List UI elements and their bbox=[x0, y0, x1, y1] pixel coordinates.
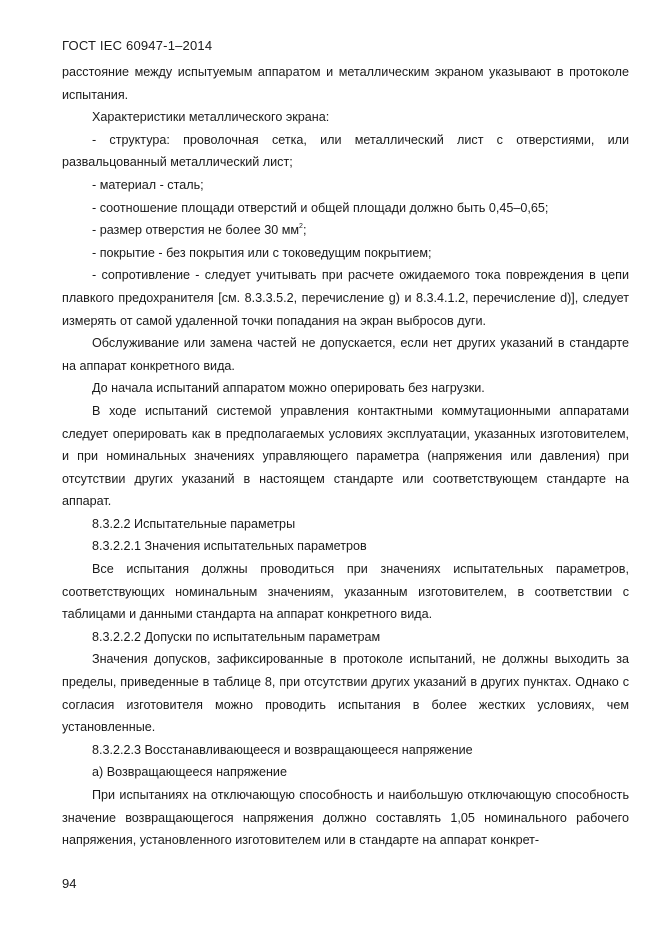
list-item: - материал - сталь; bbox=[92, 177, 204, 192]
list-item: - структура: проволочная сетка, или металлический лист с отверстиями, или развальцованный металлический лист; bbox=[62, 132, 629, 170]
superscript: 2 bbox=[299, 223, 303, 231]
paragraph: Значения допусков, зафиксированные в протоколе испытаний, не должны выходить за пределы, приведенные в таблице 8, при отсутствии других указаний в других пунктах. Однако с согласия изготовителя можно проводить испытания в более жестких условиях, чем установленные. bbox=[62, 652, 629, 735]
paragraph: При испытаниях на отключающую способность и наибольшую отключающую способность значение возвращающегося напряжения должно составлять 1,05 номинального рабочего напряжения, установленного изготовителем или в стандарте на аппарат конкрет- bbox=[62, 788, 629, 848]
list-item-text-end: ; bbox=[302, 223, 307, 238]
section-heading: 8.3.2.2.1 Значения испытательных параметров bbox=[92, 539, 367, 554]
paragraph: расстояние между испытуемым аппаратом и металлическим экраном указывают в протоколе испытания. bbox=[62, 65, 629, 102]
page-number: 94 bbox=[62, 876, 77, 891]
list-item: - соотношение площади отверстий и общей площади должно быть 0,45–0,65; bbox=[92, 200, 549, 215]
list-item: - сопротивление - следует учитывать при расчете ожидаемого тока повреждения в цепи плавкого предохранителя [см. 8.3.3.5.2, перечисление g) и 8.3.4.1.2, перечисление d)], следует измерять от самой удаленной точки попадания на экран выбросов дуги. bbox=[62, 268, 629, 328]
paragraph: До начала испытаний аппаратом можно оперировать без нагрузки. bbox=[92, 381, 485, 396]
document-body bbox=[62, 61, 629, 852]
list-item-text: - размер отверстия не более 30 мм bbox=[92, 223, 300, 238]
paragraph: Все испытания должны проводиться при значениях испытательных параметров, соответствующих номинальным значениям, указанным изготовителем, в соответствии с таблицами и данными стандарта на аппарат конкретного вида. bbox=[62, 562, 629, 622]
paragraph: Характеристики металлического экрана: bbox=[92, 110, 330, 125]
section-heading: 8.3.2.2.2 Допуски по испытательным параметрам bbox=[92, 629, 381, 644]
paragraph: В ходе испытаний системой управления контактными коммутационными аппаратами следует оперировать как в предполагаемых условиях эксплуатации, указанных изготовителем, и при номинальных значениях управляющего параметра (напряжения или давления) при отсутствии других указаний в настоящем стандарте или соответствующем стандарте на аппарат. bbox=[62, 403, 629, 509]
section-heading: 8.3.2.2.3 Восстанавливающееся и возвращающееся напряжение bbox=[92, 742, 473, 757]
section-heading: 8.3.2.2 Испытательные параметры bbox=[92, 516, 296, 531]
list-item: а) Возвращающееся напряжение bbox=[92, 765, 287, 780]
document-header: ГОСТ IEC 60947-1–2014 bbox=[62, 38, 213, 53]
paragraph: Обслуживание или замена частей не допускается, если нет других указаний в стандарте на аппарат конкретного вида. bbox=[62, 336, 629, 373]
list-item: - покрытие - без покрытия или с токоведущим покрытием; bbox=[92, 245, 432, 260]
list-item bbox=[62, 219, 629, 242]
